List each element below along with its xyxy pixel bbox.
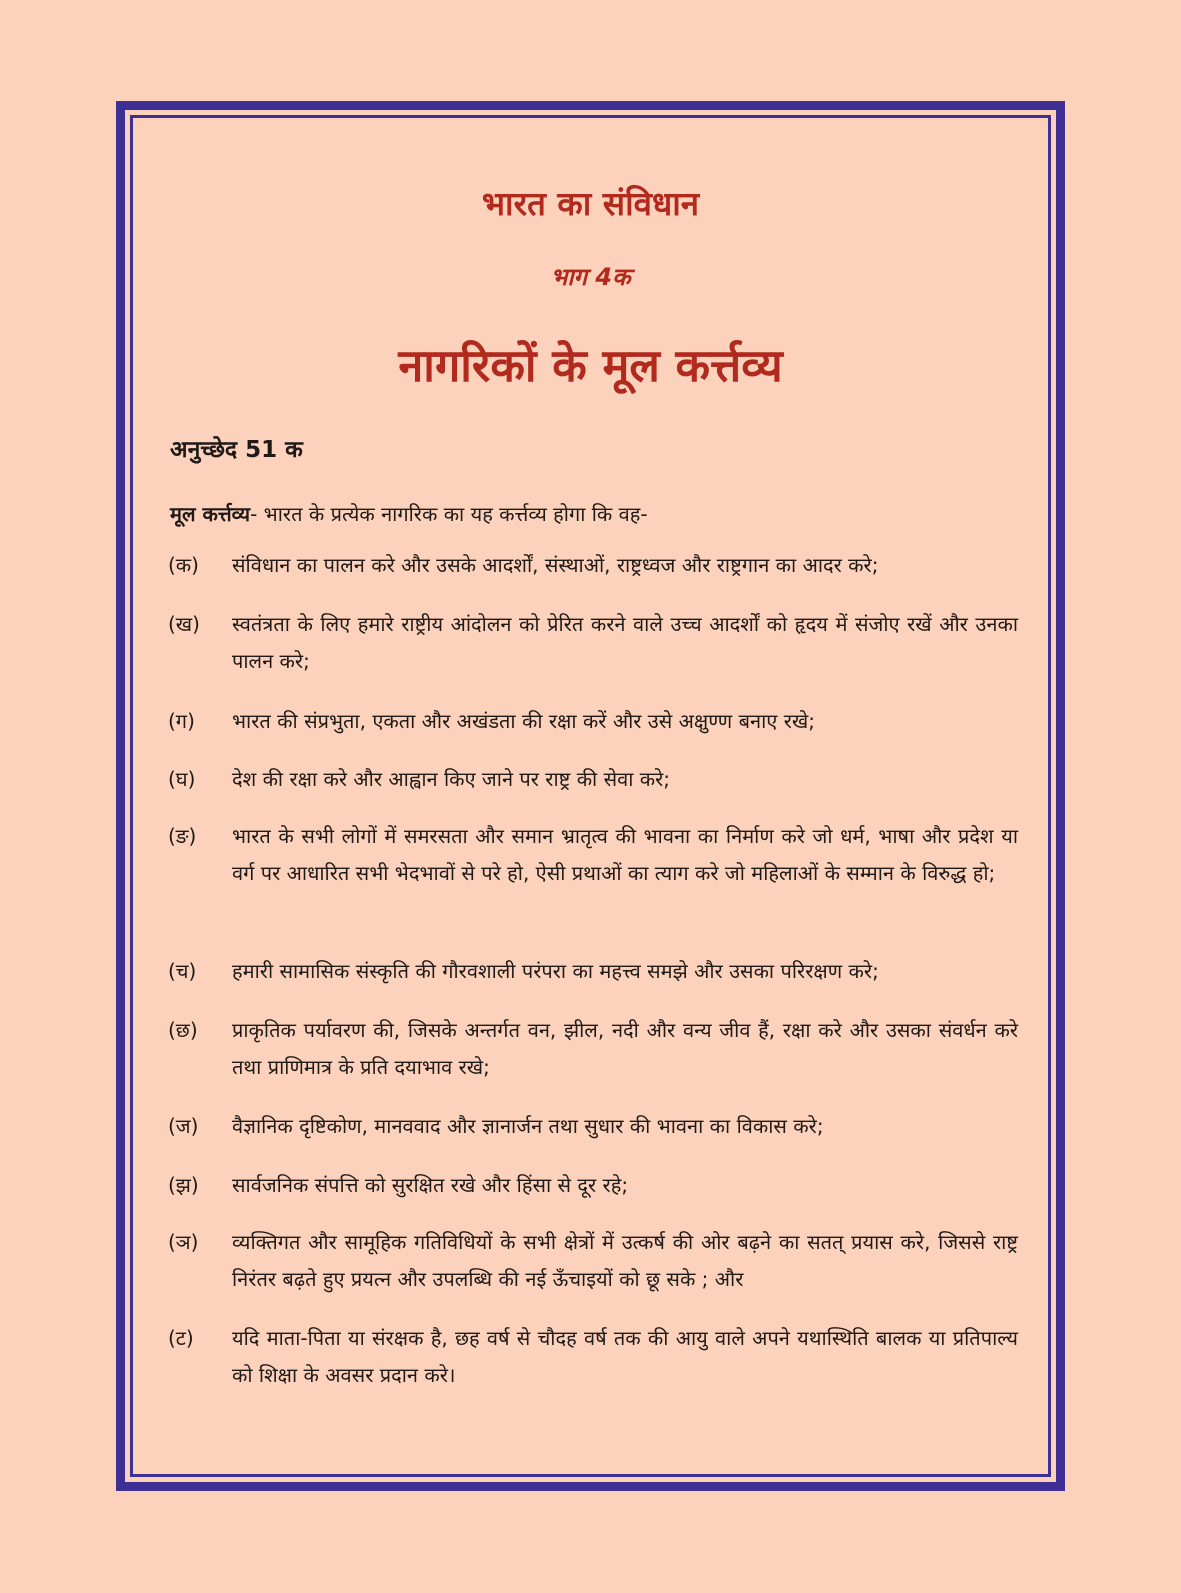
list-item: [168, 1012, 1018, 1086]
item-text: सार्वजनिक संपत्ति को सुरक्षित रखे और हिंसा से दूर रहे;: [232, 1173, 629, 1197]
list-item: [168, 1320, 1018, 1394]
item-label: (ग): [168, 709, 195, 733]
item-label: (ख): [168, 612, 200, 636]
item-text: हमारी सामासिक संस्कृति की गौरवशाली परंपरा का महत्त्व समझे और उसका परिरक्षण करे;: [232, 959, 879, 983]
list-item: [168, 547, 1018, 584]
item-text: संविधान का पालन करे और उसके आदर्शों, संस्थाओं, राष्ट्रध्वज और राष्ट्रगान का आदर करे;: [232, 553, 879, 577]
intro-paragraph: [170, 500, 1010, 527]
item-text: स्वतंत्रता के लिए हमारे राष्ट्रीय आंदोलन को प्रेरित करने वाले उच्च आदर्शों को हृदय में संजोए रखें और उनका पालन करे;: [232, 612, 1018, 673]
item-label: (च): [168, 959, 197, 983]
item-text: देश की रक्षा करे और आह्वान किए जाने पर राष्ट्र की सेवा करे;: [232, 767, 671, 791]
intro-text: - भारत के प्रत्येक नागरिक का यह कर्त्तव्य होगा कि वह-: [250, 502, 648, 526]
list-item: [168, 953, 1018, 990]
item-text: प्राकृतिक पर्यावरण की, जिसके अन्तर्गत वन, झील, नदी और वन्य जीव हैं, रक्षा करे और उसका संवर्धन करे तथा प्राणिमात्र के प्रति दयाभाव रखे;: [232, 1018, 1018, 1079]
document-title: भारत का संविधान: [481, 184, 700, 223]
item-text: भारत की संप्रभुता, एकता और अखंडता की रक्षा करें और उसे अक्षुण्ण बनाए रखे;: [232, 709, 815, 733]
list-item: [168, 1167, 1018, 1204]
part-label: भाग 4क: [550, 263, 631, 291]
list-item: [168, 761, 1018, 798]
item-label: (ञ): [168, 1230, 199, 1254]
list-item: [168, 1108, 1018, 1145]
item-label: (छ): [168, 1018, 198, 1042]
article-label: अनुच्छेद 51 क: [170, 437, 303, 463]
item-text: यदि माता-पिता या संरक्षक है, छह वर्ष से चौदह वर्ष तक की आयु वाले अपने यथास्थिति बालक या प्रतिपाल्य को शिक्षा के अवसर प्रदान करे।: [232, 1326, 1018, 1387]
item-label: (ज): [168, 1114, 199, 1138]
intro-bold-term: मूल कर्त्तव्य: [170, 502, 251, 526]
item-text: भारत के सभी लोगों में समरसता और समान भ्रातृत्व की भावना का निर्माण करे जो धर्म, भाषा और प्रदेश या वर्ग पर आधारित सभी भेदभावों से परे हो, ऐसी प्रथाओं का त्याग करे जो महिलाओं के सम्मान के विरुद्ध हो;: [232, 824, 1018, 885]
item-label: (झ): [168, 1173, 199, 1197]
item-label: (ङ): [168, 824, 197, 848]
item-label: (ट): [168, 1326, 194, 1350]
list-item: [168, 818, 1018, 892]
main-heading: नागरिकों के मूल कर्त्तव्य: [398, 339, 783, 392]
list-item: [168, 1224, 1018, 1298]
list-item: [168, 703, 1018, 740]
item-text: वैज्ञानिक दृष्टिकोण, मानववाद और ज्ञानार्जन तथा सुधार की भावना का विकास करे;: [232, 1114, 824, 1138]
item-label: (घ): [168, 767, 196, 791]
item-text: व्यक्तिगत और सामूहिक गतिविधियों के सभी क्षेत्रों में उत्कर्ष की ओर बढ़ने का सतत् प्रयास करे, जिससे राष्ट्र निरंतर बढ़ते हुए प्रयत्न और उपलब्धि की नई ऊँचाइयों को छू सके ; और: [232, 1230, 1018, 1291]
list-item: [168, 606, 1018, 680]
item-label: (क): [168, 553, 199, 577]
